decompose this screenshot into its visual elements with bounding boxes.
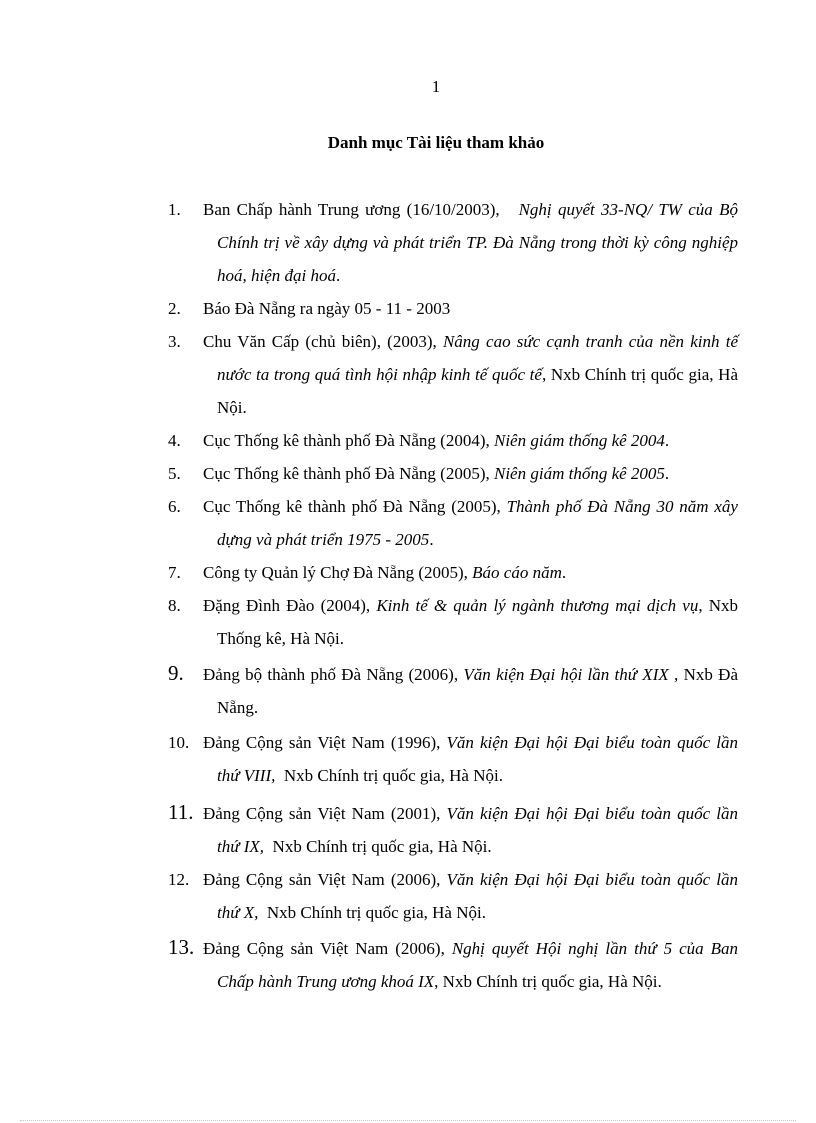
reference-publisher: , Nxb Chính trị quốc gia, Hà Nội.	[434, 972, 662, 991]
reference-title: Kinh tế & quản lý ngành thương mại dịch vụ	[376, 596, 699, 615]
reference-publisher: .	[336, 266, 341, 285]
reference-number: 8.	[168, 596, 181, 615]
reference-number: 2.	[168, 299, 181, 318]
reference-author: Công ty Quản lý Chợ Đà Nẵng (2005),	[203, 563, 473, 582]
reference-title: Văn kiện Đại hội Đại biểu toàn quốc lần thứ X,	[217, 870, 738, 922]
reference-author: Cục Thống kê thành phố Đà Nẵng (2004),	[203, 431, 494, 450]
reference-item	[133, 292, 738, 325]
reference-author: Báo Đà Nẵng ra ngày 05 - 11 - 2003	[203, 299, 451, 318]
reference-list	[133, 193, 738, 998]
reference-title: Văn kiện Đại hội Đại biểu toàn quốc lần thứ VIII,	[217, 733, 738, 785]
reference-publisher: Nxb Chính trị quốc gia, Hà Nội.	[275, 766, 503, 785]
reference-number: 11.	[168, 800, 194, 824]
reference-item	[133, 931, 738, 998]
reference-title: Nâng cao sức cạnh tranh của nền kinh tế nước ta trong quá tình hội nhập kinh tế quốc tế	[217, 332, 738, 384]
reference-author: Ban Chấp hành Trung ương (16/10/2003),	[203, 200, 519, 219]
reference-publisher: , Nxb Đà Nẵng.	[217, 665, 738, 717]
reference-publisher: .	[429, 530, 434, 549]
reference-number: 7.	[168, 563, 181, 582]
reference-number: 6.	[168, 497, 181, 516]
reference-title: Nghị quyết Hội nghị lần thứ 5 của Ban Chấp hành Trung ương khoá IX	[217, 939, 738, 991]
page-bottom-border	[20, 1120, 796, 1121]
reference-title: Niên giám thống kê 2004	[494, 431, 665, 450]
reference-item	[133, 193, 738, 292]
reference-author: Chu Văn Cấp (chủ biên), (2003),	[203, 332, 443, 351]
reference-author: Đảng Cộng sản Việt Nam (2006),	[203, 939, 452, 958]
reference-publisher: .	[664, 431, 670, 450]
reference-title: Thành phố Đà Nẵng 30 năm xây dựng và phát triển 1975 - 2005	[217, 497, 738, 549]
reference-title: Báo cáo năm	[472, 563, 562, 582]
reference-author: Đảng Cộng sản Việt Nam (2001),	[203, 804, 447, 823]
page-number: 1	[431, 77, 441, 96]
reference-publisher: Nxb Chính trị quốc gia, Hà Nội.	[264, 837, 492, 856]
reference-title: Nghị quyết 33-NQ/ TW của Bộ Chính trị về xây dựng và phát triển TP. Đà Nẵng trong thời kỳ công nghiệp hoá, hiện đại hoá	[217, 200, 738, 285]
reference-author: Đảng Cộng sản Việt Nam (1996),	[203, 733, 447, 752]
reference-item	[133, 490, 738, 556]
reference-publisher: , Nxb Thống kê, Hà Nội.	[217, 596, 739, 648]
reference-title: Niên giám thống kê 2005	[494, 464, 665, 483]
reference-number: 3.	[168, 332, 181, 351]
reference-number: 9.	[168, 661, 184, 685]
reference-number: 12.	[168, 870, 190, 889]
reference-author: Đảng Cộng sản Việt Nam (2006),	[203, 870, 447, 889]
reference-item	[133, 424, 738, 457]
reference-item	[133, 325, 738, 424]
reference-author: Đảng bộ thành phố Đà Nẵng (2006),	[203, 665, 464, 684]
reference-author: Đặng Đình Đào (2004),	[203, 596, 377, 615]
reference-number: 10.	[168, 733, 190, 752]
document-title: Danh mục Tài liệu tham khảo	[327, 133, 545, 152]
reference-item	[133, 863, 738, 929]
reference-number: 13.	[168, 935, 195, 959]
reference-number: 1.	[168, 200, 181, 219]
reference-number: 4.	[168, 431, 181, 450]
reference-publisher: .	[664, 464, 670, 483]
reference-item	[133, 726, 738, 792]
reference-publisher: .	[561, 563, 567, 582]
reference-title: Văn kiện Đại hội Đại biểu toàn quốc lần thứ IX,	[217, 804, 738, 856]
reference-author: Cục Thống kê thành phố Đà Nẵng (2005),	[203, 497, 507, 516]
reference-author: Cục Thống kê thành phố Đà Nẵng (2005),	[203, 464, 494, 483]
reference-number: 5.	[168, 464, 181, 483]
reference-item	[133, 589, 738, 655]
reference-item	[133, 657, 738, 724]
reference-item	[133, 457, 738, 490]
reference-publisher: , Nxb Chính trị quốc gia, Hà Nội.	[217, 365, 738, 417]
reference-title: Văn kiện Đại hội lần thứ XIX	[463, 665, 669, 684]
reference-publisher: Nxb Chính trị quốc gia, Hà Nội.	[258, 903, 486, 922]
reference-item	[133, 556, 738, 589]
reference-item	[133, 796, 738, 863]
